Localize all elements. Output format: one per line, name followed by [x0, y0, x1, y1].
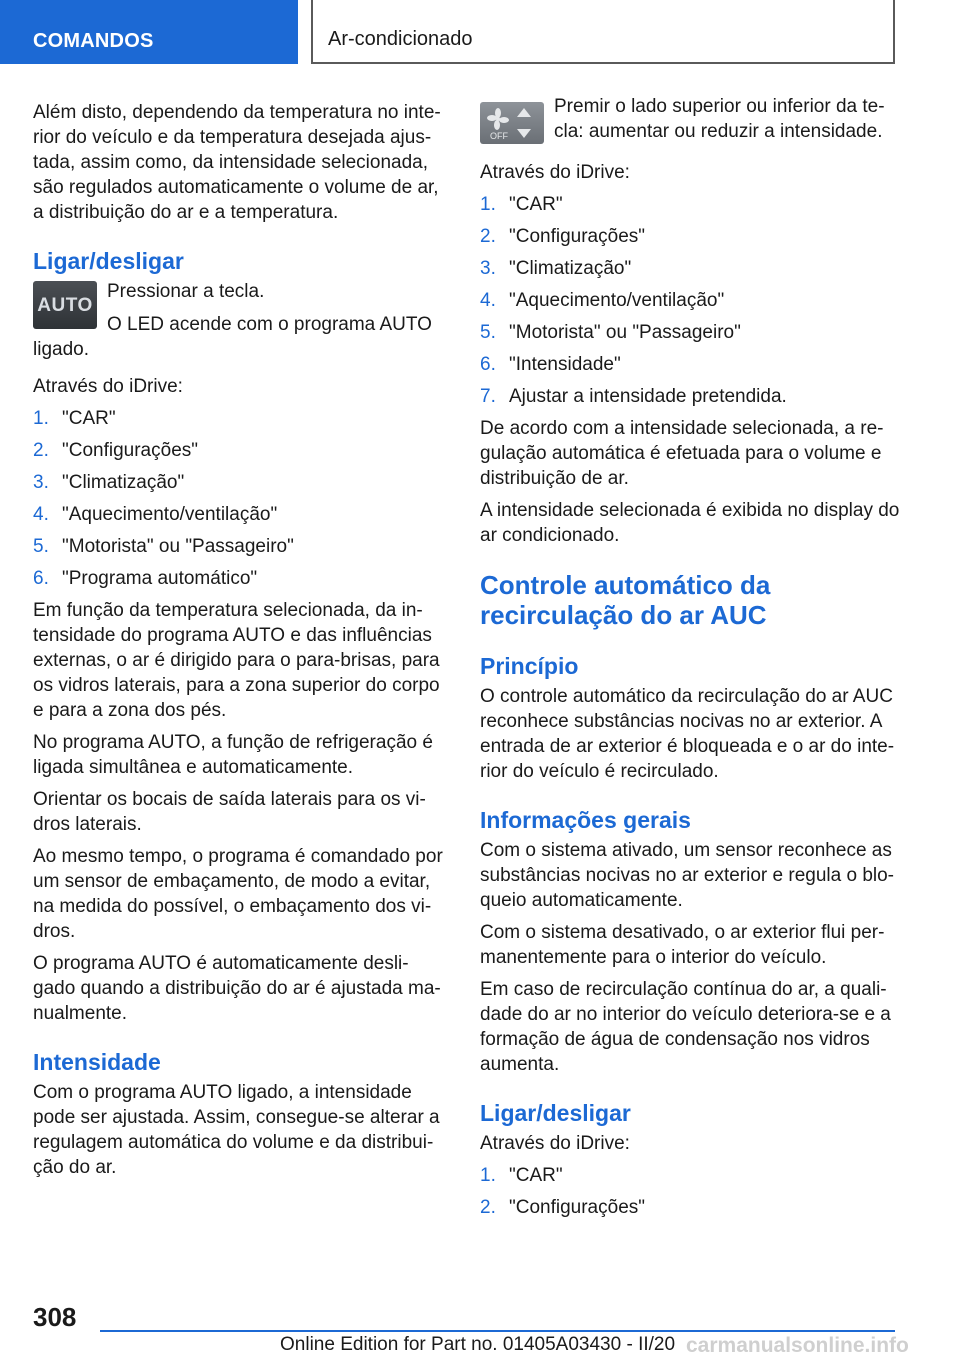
edition-note: Online Edition for Part no. 01405A03430 - II/20	[280, 1334, 676, 1355]
paragraph: Orientar os bocais de saída laterais para os vi-dros laterais.	[33, 789, 426, 835]
paragraph: O programa AUTO é automaticamente desli-gado quando a distribuição do ar é ajustada ma-nualmente.	[33, 953, 441, 1024]
chapter-title: Ar-condicionado	[328, 28, 473, 50]
page-number: 308	[33, 1302, 77, 1332]
list-item: 1. "CAR"	[480, 1165, 563, 1186]
fan-key-instruction: Premir o lado superior ou inferior da te-cla: aumentar ou reduzir a intensidade.	[554, 96, 885, 142]
list-item: 2. "Configurações"	[480, 1197, 646, 1218]
list-item: 2. "Configurações"	[480, 226, 646, 247]
paragraph: De acordo com a intensidade selecionada, a re-gulação automática é efetuada para o volume e distribuição de ar.	[480, 418, 884, 489]
press-key-text: Pressionar a tecla.	[107, 281, 265, 302]
onoff-heading: Ligar/desligar	[33, 248, 184, 274]
via-idrive-label: Através do iDrive:	[480, 162, 630, 183]
via-idrive-label: Através do iDrive:	[33, 376, 183, 397]
list-item: 3. "Climatização"	[480, 258, 632, 279]
chapter-header	[311, 0, 895, 64]
paragraph: Ao mesmo tempo, o programa é comandado por um sensor de embaçamento, de modo a evitar, na medida do possível, o embaçamento dos vi-dros.	[33, 846, 443, 942]
list-item: 5. "Motorista" ou "Passageiro"	[480, 322, 741, 343]
auto-button-icon	[33, 281, 97, 329]
auto-key-instruction	[107, 279, 264, 304]
auto-key-label: AUTO	[37, 294, 93, 316]
paragraph: A intensidade selecionada é exibida no display do ar condicionado.	[480, 500, 900, 546]
right-column	[480, 96, 900, 1227]
fan-intensity-button-icon	[480, 102, 544, 144]
list-item: 3. "Climatização"	[33, 472, 185, 493]
paragraph: O controle automático da recirculação do ar AUC reconhece substâncias nocivas no ar exterior. A entrada de ar exterior é bloqueada e o ar do inte-rior do veículo é recirculado.	[480, 686, 895, 782]
footer-divider	[100, 1330, 895, 1332]
right-steps-list-2	[480, 1163, 900, 1220]
paragraph: Com o sistema desativado, o ar exterior flui per-manentemente para o interior do veículo.	[480, 922, 885, 968]
fan-icon	[480, 102, 544, 144]
paragraph: Com o programa AUTO ligado, a intensidade pode ser ajustada. Assim, consegue-se alterar a regulagem automática do volume e da distribui-ção do ar.	[33, 1082, 440, 1178]
fan-key-row	[480, 96, 900, 144]
left-steps-list	[33, 406, 448, 591]
led-note: O LED acende com o programa AUTO ligado.	[33, 314, 432, 360]
intensity-heading: Intensidade	[33, 1049, 161, 1075]
via-idrive-label: Através do iDrive:	[480, 1133, 630, 1154]
intro-paragraph: Além disto, dependendo da temperatura no inte-rior do veículo e da temperatura desejada ajus-tada, assim como, da intensidade selecionada, são regulados automaticamente o volume de ar, a distribuição do ar e a temperatura.	[33, 102, 441, 223]
paragraph: No programa AUTO, a função de refrigeração é ligada simultânea e automaticamente.	[33, 732, 433, 778]
auc-heading: Controle automático da recirculação do ar AUC	[480, 570, 771, 630]
section-title: COMANDOS	[33, 30, 154, 52]
left-column	[33, 100, 448, 1187]
fan-key-label: OFF	[490, 131, 508, 141]
list-item: 6. "Intensidade"	[480, 354, 621, 375]
general-info-heading: Informações gerais	[480, 807, 691, 833]
list-item: 1. "CAR"	[33, 408, 116, 429]
section-tab	[0, 0, 298, 64]
list-item: 4. "Aquecimento/ventilação"	[480, 290, 725, 311]
watermark: carmanualsonline.info	[686, 1334, 909, 1357]
paragraph: Em caso de recirculação contínua do ar, a quali-dade do ar no interior do veículo deteriora-se e a formação de água de condensação nos vidros aumenta.	[480, 979, 891, 1075]
right-steps-list	[480, 192, 900, 409]
paragraph: Em função da temperatura selecionada, da in-tensidade do programa AUTO e das influências externas, o ar é dirigido para o para-brisas, para os vidros laterais, para a zona superior do corpo e para a zona dos pés.	[33, 600, 440, 721]
list-item: 7. Ajustar a intensidade pretendida.	[480, 386, 787, 407]
list-item: 1. "CAR"	[480, 194, 563, 215]
paragraph: Com o sistema ativado, um sensor reconhece as substâncias nocivas no ar exterior e regula o blo-queio automaticamente.	[480, 840, 895, 911]
list-item: 2. "Configurações"	[33, 440, 199, 461]
list-item: 6. "Programa automático"	[33, 568, 258, 589]
principle-heading: Princípio	[480, 653, 579, 679]
list-item: 5. "Motorista" ou "Passageiro"	[33, 536, 294, 557]
list-item: 4. "Aquecimento/ventilação"	[33, 504, 278, 525]
onoff-heading: Ligar/desligar	[480, 1100, 631, 1126]
